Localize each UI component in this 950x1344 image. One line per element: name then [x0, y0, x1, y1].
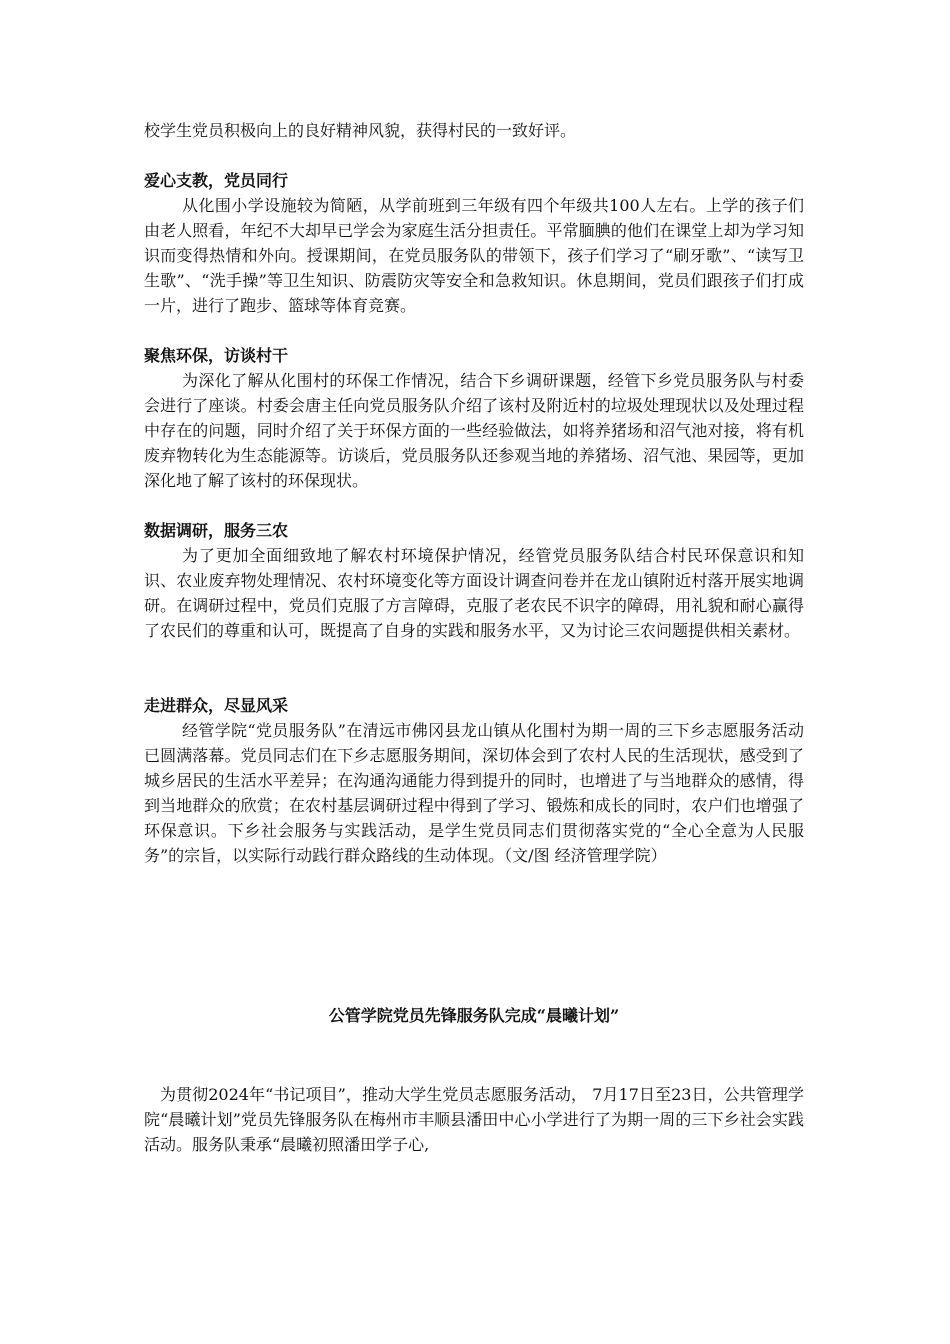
document-page: [144, 118, 804, 1157]
section-heading-teaching: 爱心支教，党员同行: [144, 171, 289, 190]
continued-paragraph: 校学生党员积极向上的良好精神风貌，获得村民的一致好评。: [144, 121, 577, 140]
article-title: 公管学院党员先锋服务队完成“晨曦计划”: [328, 1006, 620, 1025]
section-body-masses: 经管学院“党员服务队”在清远市佛冈县龙山镇从化围村为期一周的三下乡志愿服务活动已圆满落幕。党员同志们在下乡志愿服务期间，深切体会到了农村人民的生活现状，感受到了城乡居民的生活水平差异；在沟通沟通能力得到提升的同时，也增进了与当地群众的感情，得到当地群众的欣赏；在农村基层调研过程中得到了学习、锻炼和成长的同时，农户们也增强了环保意识。下乡社会服务与实践活动，是学生党员同志们贯彻落实党的“全心全意为人民服务”的宗旨，以实际行动践行群众路线的生动体现。（文/图 经济管理学院）: [144, 721, 804, 865]
section-body-teaching: 从化围小学设施较为简陋，从学前班到三年级有四个年级共100人左右。上学的孩子们由老人照看，年纪不大却早已学会为家庭生活分担责任。平常腼腆的他们在课堂上却为学习知识而变得热情和外向。授课期间，在党员服务队的带领下，孩子们学习了“刷牙歌”、“读写卫生歌”、“洗手操”等卫生知识、防震防灾等安全和急救知识。休息期间，党员们跟孩子们打成一片，进行了跑步、篮球等体育竞赛。: [144, 196, 804, 315]
section-body-survey: 为了更加全面细致地了解农村环境保护情况，经管党员服务队结合村民环保意识和知识、农业废弃物处理情况、农村环境变化等方面设计调查问卷并在龙山镇附近村落开展实地调研。在调研过程中，党员们克服了方言障碍，克服了老农民不识字的障碍，用礼貌和耐心赢得了农民们的尊重和认可，既提高了自身的实践和服务水平，又为讨论三农问题提供相关素材。: [144, 546, 804, 640]
section-heading-survey: 数据调研，服务三农: [144, 521, 289, 540]
article-intro: 为贯彻2024年“书记项目”，推动大学生党员志愿服务活动， 7月17日至23日，公共管理学院“晨曦计划”党员先锋服务队在梅州市丰顺县潘田中心小学进行了为期一周的三下乡社会实践活动。服务队秉承“晨曦初照潘田学子心,: [144, 1085, 804, 1154]
section-heading-environment: 聚焦环保，访谈村干: [144, 346, 289, 365]
section-heading-masses: 走进群众，尽显风采: [144, 696, 289, 715]
section-body-environment: 为深化了解从化围村的环保工作情况，结合下乡调研课题，经管下乡党员服务队与村委会进行了座谈。村委会唐主任向党员服务队介绍了该村及附近村的垃圾处理现状以及处理过程中存在的问题，同时介绍了关于环保方面的一些经验做法，如将养猪场和沼气池对接，将有机废弃物转化为生态能源等。访谈后，党员服务队还参观当地的养猪场、沼气池、果园等，更加深化地了解了该村的环保现状。: [144, 371, 804, 490]
